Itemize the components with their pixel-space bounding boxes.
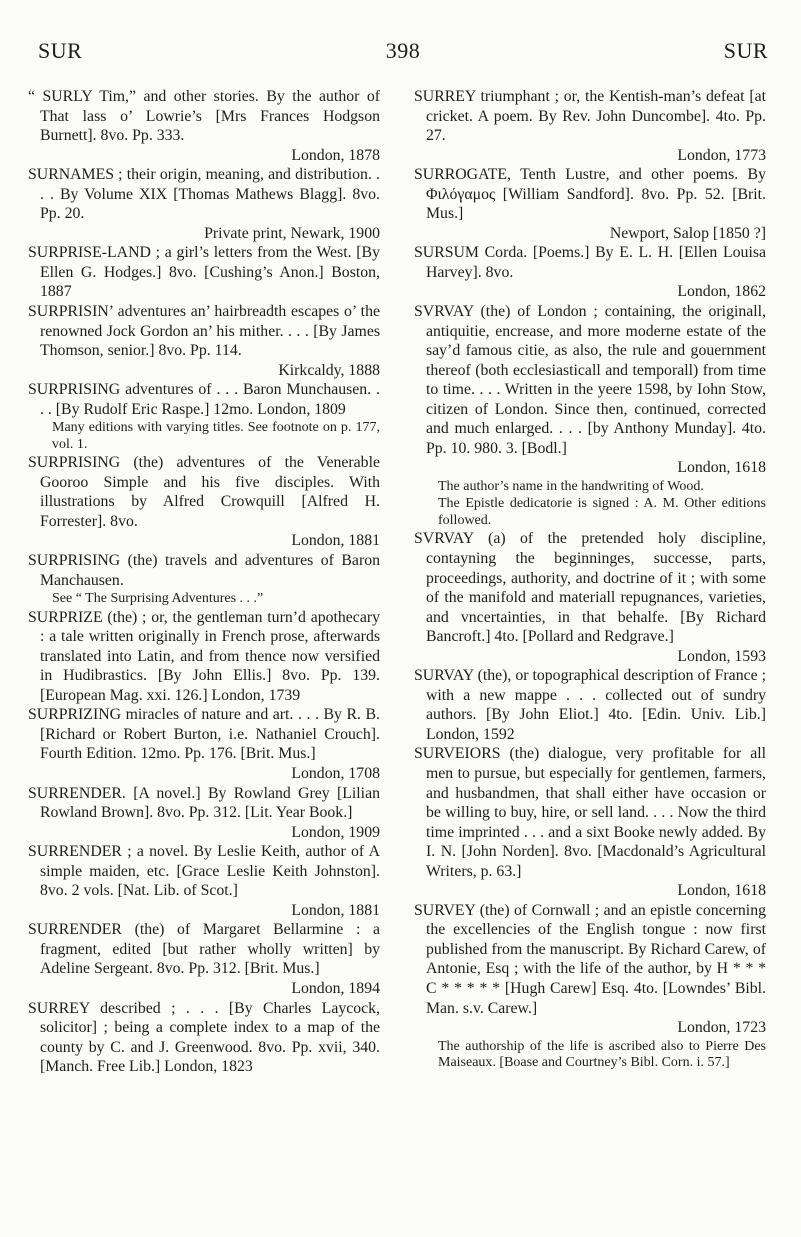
entry-surrender-bellarmine: SURRENDER (the) of Margaret Bellarmine : a fragment, edited [but rather wholly written] by Adeline Sergeant. 8vo. Pp. 312. [Brit. Mus.] London, 1894 bbox=[28, 921, 380, 998]
entry-surprize: SURPRIZE (the) ; or, the gentleman turn’d apothecary : a tale written originally in French prose, afterwards translated into Latin, and from thence now versified in Hudibrastics. [By John Ellis.] 8vo. Pp. 139. [European Mag. xxi. 126.] London, 1739 bbox=[28, 608, 380, 704]
entry-note: Many editions with varying titles. See footnote on p. 177, vol. 1. bbox=[52, 420, 380, 452]
entry-surrender-keith: SURRENDER ; a novel. By Leslie Keith, author of A simple maiden, etc. [Grace Leslie Keith Johnston]. 8vo. 2 vols. [Nat. Lib. of Scot.] London, 1881 bbox=[28, 843, 380, 919]
entry-surrogate: SURROGATE, Tenth Lustre, and other poems. By Φιλόγαμος [William Sandford]. 8vo. Pp. 52. [Brit. Mus.] Newport, Salop [1850 ?] bbox=[414, 166, 766, 242]
entry-svrvay-discipline: SVRVAY (a) of the pretended holy discipline, contayning the beginninges, successe, parts, proceedings, authority, and doctrine of it ; with some of the manifold and materiall repugnances, varieties, and vncertainties, in that behalfe. [By Richard Bancroft.] 4to. [Pollard and Redgrave.] London, 1593 bbox=[414, 530, 766, 665]
entry-svrvay-london: SVRVAY (the) of London ; containing, the originall, antiquitie, encrease, and more moderne estate of the say’d famous citie, as also, the rule and gouernment thereof (both ecclesiasticall and temporall) from time to time. . . . Written in the yeere 1598, by Iohn Stow, citizen of London. Since then, continued, corrected and much enlarged. . . . [by Anthony Munday]. 4to. Pp. 10. 980. 3. [Bodl.] London, 1618 The author’s name in the handwriting of Wood. The Epistle dedicatorie is signed : A. M. Other editions followed. bbox=[414, 303, 766, 528]
entry-surprisin-adventures: SURPRISIN’ adventures an’ hairbreadth escapes o’ the renowned Jock Gordon an’ his mither. . . . [By James Thomson, senior.] 8vo. Pp. 114. Kirkcaldy, 1888 bbox=[28, 303, 380, 379]
entry-survey-cornwall: SURVEY (the) of Cornwall ; and an epistle concerning the excellencies of the English tongue : now first published from the manuscript. By Richard Carew, of Antonie, Esq ; with the life of the author, by H * * * C * * * * * [Hugh Carew] Esq. 4to. [Lowndes’ Bibl. Man. s.v. Carew.] London, 1723 The authorship of the life is ascribed also to Pierre Des Maiseaux. [Boase and Courtney’s Bibl. Corn. i. 57.] bbox=[414, 901, 766, 1071]
left-column bbox=[28, 87, 380, 1077]
entry-sursum-corda: SURSUM Corda. [Poems.] By E. L. H. [Ellen Louisa Harvey]. 8vo. London, 1862 bbox=[414, 244, 766, 301]
entry-see-reference: See “ The Surprising Adventures . . .” bbox=[52, 591, 264, 607]
header-left-word: SUR bbox=[38, 38, 83, 63]
entry-surrey-described: SURREY described ; . . . [By Charles Laycock, solicitor] ; being a complete index to a map of the county by C. and J. Greenwood. 8vo. Pp. xvii, 340. [Manch. Free Lib.] London, 1823 bbox=[28, 999, 380, 1076]
entry-surrender-novel: SURRENDER. [A novel.] By Rowland Grey [Lilian Rowland Brown]. 8vo. Pp. 312. [Lit. Year Book.] London, 1909 bbox=[28, 784, 380, 841]
entry-surrey-triumphant: SURREY triumphant ; or, the Kentish-man’s defeat [at cricket. A poem. By Rev. John Duncombe]. 4to. Pp. 27. London, 1773 bbox=[414, 88, 766, 164]
page-number: 398 bbox=[385, 38, 421, 63]
entry-surveiors: SURVEIORS (the) dialogue, very profitable for all men to pursue, but especially for gentlemen, farmers, and husbandmen, that shall either have occasion or be willing to buy, hire, or sell land. . . . Now the third time imprinted . . . and a sixt Booke newly added. By I. N. [John Norden]. 8vo. [Macdonald’s Agricultural Writers, p. 63.] London, 1618 bbox=[414, 745, 766, 900]
entry-surprising-gooroo: SURPRISING (the) adventures of the Venerable Gooroo Simple and his five disciples. With illustrations by Alfred Crowquill [Alfred H. Forrester]. 8vo. London, 1881 bbox=[28, 454, 380, 550]
entry-surnames: SURNAMES ; their origin, meaning, and distribution. . . . By Volume XIX [Thomas Mathews Blagg]. 8vo. Pp. 20. Private print, Newark, 1900 bbox=[28, 166, 380, 242]
header-right-word: SUR bbox=[723, 38, 768, 63]
entry-note: The author’s name in the handwriting of Wood. bbox=[438, 478, 704, 494]
entry-surly-tim: “ SURLY Tim,” and other stories. By the author of That lass o’ Lowrie’s [Mrs Frances Hodgson Burnett]. 8vo. Pp. 333. London, 1878 bbox=[28, 88, 380, 164]
entry-surprizing-miracles: SURPRIZING miracles of nature and art. . . . By R. B. [Richard or Robert Burton, i.e. Nathaniel Crouch]. Fourth Edition. 12mo. Pp. 176. [Brit. Mus.] London, 1708 bbox=[28, 706, 380, 782]
entry-note: The authorship of the life is ascribed also to Pierre Des Maiseaux. [Boase and Courtney’s Bibl. Corn. i. 57.] bbox=[438, 1038, 766, 1071]
running-header bbox=[38, 38, 768, 78]
entry-survay-france: SURVAY (the), or topographical description of France ; with a new mappe . . . collected out of sundry authors. [By John Eliot.] 4to. [Edin. Univ. Lib.] London, 1592 bbox=[414, 667, 766, 743]
entry-surprise-land: SURPRISE-LAND ; a girl’s letters from the West. [By Ellen G. Hodges.] 8vo. [Cushing’s Anon.] Boston, 1887 bbox=[28, 244, 380, 301]
right-column bbox=[414, 87, 766, 1072]
entry-note: The Epistle dedicatorie is signed : A. M. Other editions followed. bbox=[438, 496, 766, 528]
entry-surprising-travels: SURPRISING (the) travels and adventures of Baron Manchausen. See “ The Surprising Adventures . . .” bbox=[28, 552, 380, 607]
entry-surprising-munchausen: SURPRISING adventures of . . . Baron Munchausen. . . . [By Rudolf Eric Raspe.] 12mo. London, 1809 Many editions with varying titles. See footnote on p. 177, vol. 1. bbox=[28, 381, 380, 452]
